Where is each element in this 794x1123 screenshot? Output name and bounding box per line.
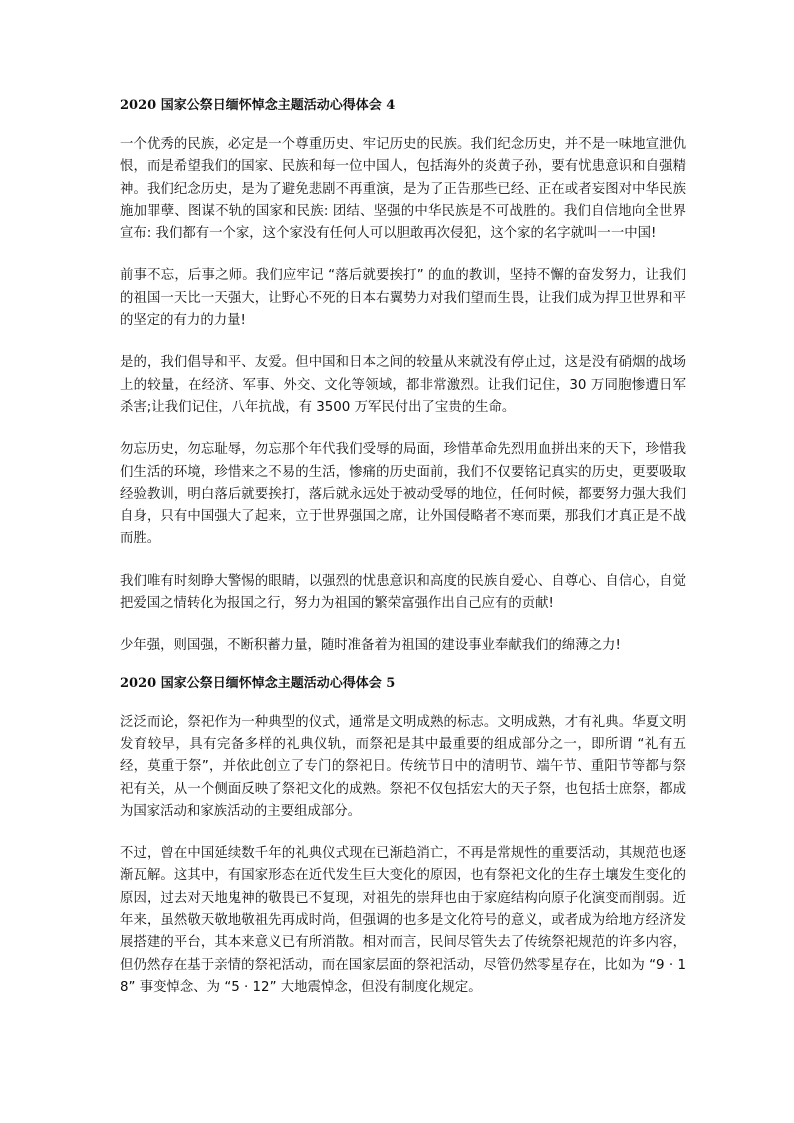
paragraph: 勿忘历史，勿忘耻辱，勿忘那个年代我们受辱的局面，珍惜革命先烈用血拼出来的天下，珍惜我们生活的环境，珍惜来之不易的生活，惨痛的历史面前，我们不仅要铭记真实的历史，更要吸取经验教训，明白落后就要挨打，落后就永远处于被动受辱的地位，任何时候，都要努力强大我们自身，只有中国强大了起来，立于世界强国之席，让外国侵略者不寒而栗，那我们才真正是不战而胜。 — [120, 442, 686, 547]
paragraph: 泛泛而论，祭祀作为一种典型的仪式，通常是文明成熟的标志。文明成熟，才有礼典。华夏文明发育较早，具有完备多样的礼典仪轨，而祭祀是其中最重要的组成部分之一，即所谓 “礼有五经，莫重于祭”，并依此创立了专门的祭祀日。传统节日中的清明节、端午节、重阳节等都与祭祀有关，从一个侧面反映了祭祀文化的成熟。祭祀不仅包括宏大的天子祭，也包括士庶祭，都成为国家活动和家族活动的主要组成部分。 — [120, 714, 686, 819]
paragraph: 少年强，则国强，不断积蓄力量，随时准备着为祖国的建设事业奉献我们的绵薄之力! — [120, 638, 621, 654]
section-heading-4: 2020 国家公祭日缅怀悼念主题活动心得体会 4 — [120, 98, 396, 113]
paragraph: 我们唯有时刻睁大警惕的眼睛，以强烈的忧患意识和高度的民族自爱心、自尊心、自信心，自觉把爱国之情转化为报国之行，努力为祖国的繁荣富强作出自己应有的贡献! — [120, 573, 686, 612]
section-heading-5: 2020 国家公祭日缅怀悼念主题活动心得体会 5 — [120, 675, 396, 691]
paragraph: 前事不忘，后事之师。我们应牢记 “落后就要挨打” 的血的教训，坚持不懈的奋发努力，让我们的祖国一天比一天强大，让野心不死的日本右翼势力对我们望而生畏，让我们成为捍卫世界和平的坚定的有力的力量! — [120, 268, 686, 329]
paragraph: 是的，我们倡导和平、友爱。但中国和日本之间的较量从来就没有停止过，这是没有硝烟的战场上的较量，在经济、军事、外交、文化等领域，都非常激烈。让我们记住，30 万同胞惨遭日军杀害;让我们记住，八年抗战，有 3500 万军民付出了宝贵的生命。 — [120, 355, 686, 415]
paragraph: 一个优秀的民族，必定是一个尊重历史、牢记历史的民族。我们纪念历史，并不是一味地宣泄仇恨，而是希望我们的国家、民族和每一位中国人，包括海外的炎黄子孙，要有忧患意识和自强精神。我们纪念历史，是为了避免悲剧不再重演，是为了正告那些已经、正在或者妄图对中华民族施加罪孽、图谋不轨的国家和民族: 团结、坚强的中华民族是不可战胜的。我们自信地向全世界宣布: 我们都有一个家，这个家没有任何人可以胆敢再次侵犯，这个家的名字就叫一一中国! — [120, 137, 686, 242]
paragraph: 不过，曾在中国延续数千年的礼典仪式现在已渐趋消亡，不再是常规性的重要活动，其规范也逐渐瓦解。这其中，有国家形态在近代发生巨大变化的原因，也有祭祀文化的生存土壤发生变化的原因，过去对天地鬼神的敬畏已不复现，对祖先的崇拜也由于家庭结构向原子化演变而削弱。近年来，虽然敬天敬地敬祖先再成时尚，但强调的也多是文化符号的意义，或者成为给地方经济发展搭建的平台，其本来意义已有所消散。相对而言，民间尽管失去了传统祭祀规范的许多内容，但仍然存在基于亲情的祭祀活动，而在国家层面的祭祀活动，尽管仍然零星存在，比如为 “9 · 18” 事变悼念、为 “5 · 12” 大地震悼念，但没有制度化规定。 — [120, 846, 686, 995]
document-body — [120, 96, 686, 1019]
